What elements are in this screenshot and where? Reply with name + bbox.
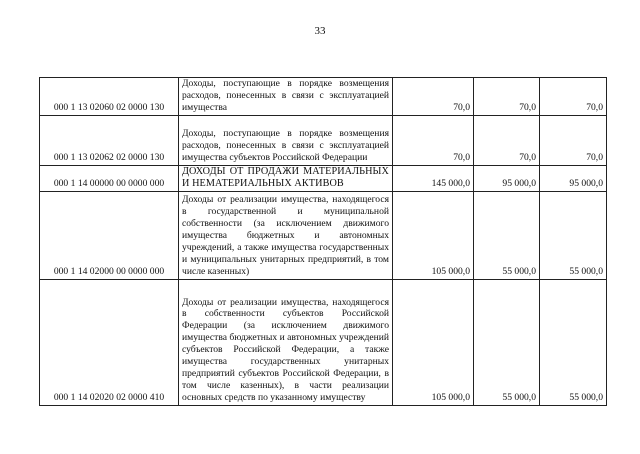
value-year-1: 145 000,0 xyxy=(393,165,474,191)
revenue-name: Доходы от реализации имущества, находящегося в собственности субъектов Российской Федерации (за исключением движимого имущества бюджетных и автономных учреждений субъектов Российской Федерации, а также имущества государственных унитарных предприятий субъектов Российской Федерации, в том числе казенных), в части реализации основных средств по указанному имуществу xyxy=(179,279,393,405)
table-row xyxy=(40,78,607,116)
budget-code: 000 1 14 00000 00 0000 000 xyxy=(40,165,179,191)
budget-code: 000 1 14 02020 02 0000 410 xyxy=(40,279,179,405)
value-year-3: 70,0 xyxy=(540,78,607,116)
budget-code: 000 1 13 02062 02 0000 130 xyxy=(40,115,179,165)
value-year-2: 55 000,0 xyxy=(474,191,540,279)
value-year-1: 105 000,0 xyxy=(393,279,474,405)
value-year-1: 105 000,0 xyxy=(393,191,474,279)
revenue-name: ДОХОДЫ ОТ ПРОДАЖИ МАТЕРИАЛЬНЫХ И НЕМАТЕРИАЛЬНЫХ АКТИВОВ xyxy=(179,165,393,191)
value-year-1: 70,0 xyxy=(393,78,474,116)
revenue-name: Доходы от реализации имущества, находящегося в государственной и муниципальной собственности (за исключением движимого имущества бюджетных и автономных учреждений, а также имущества государственных и муниципальных унитарных предприятий, в том числе казенных) xyxy=(179,191,393,279)
table-row xyxy=(40,115,607,165)
table-row xyxy=(40,165,607,191)
value-year-3: 55 000,0 xyxy=(540,191,607,279)
budget-code: 000 1 14 02000 00 0000 000 xyxy=(40,191,179,279)
revenue-name: Доходы, поступающие в порядке возмещения расходов, понесенных в связи с эксплуатацией имущества субъектов Российской Федерации xyxy=(179,115,393,165)
value-year-3: 95 000,0 xyxy=(540,165,607,191)
value-year-2: 70,0 xyxy=(474,115,540,165)
value-year-1: 70,0 xyxy=(393,115,474,165)
table-row xyxy=(40,191,607,279)
value-year-2: 70,0 xyxy=(474,78,540,116)
value-year-2: 55 000,0 xyxy=(474,279,540,405)
revenue-name: Доходы, поступающие в порядке возмещения расходов, понесенных в связи с эксплуатацией имущества xyxy=(179,78,393,116)
value-year-2: 95 000,0 xyxy=(474,165,540,191)
table-row xyxy=(40,279,607,405)
budget-code: 000 1 13 02060 02 0000 130 xyxy=(40,78,179,116)
revenue-table xyxy=(39,77,607,406)
value-year-3: 70,0 xyxy=(540,115,607,165)
value-year-3: 55 000,0 xyxy=(540,279,607,405)
page-number: 33 xyxy=(314,25,326,37)
